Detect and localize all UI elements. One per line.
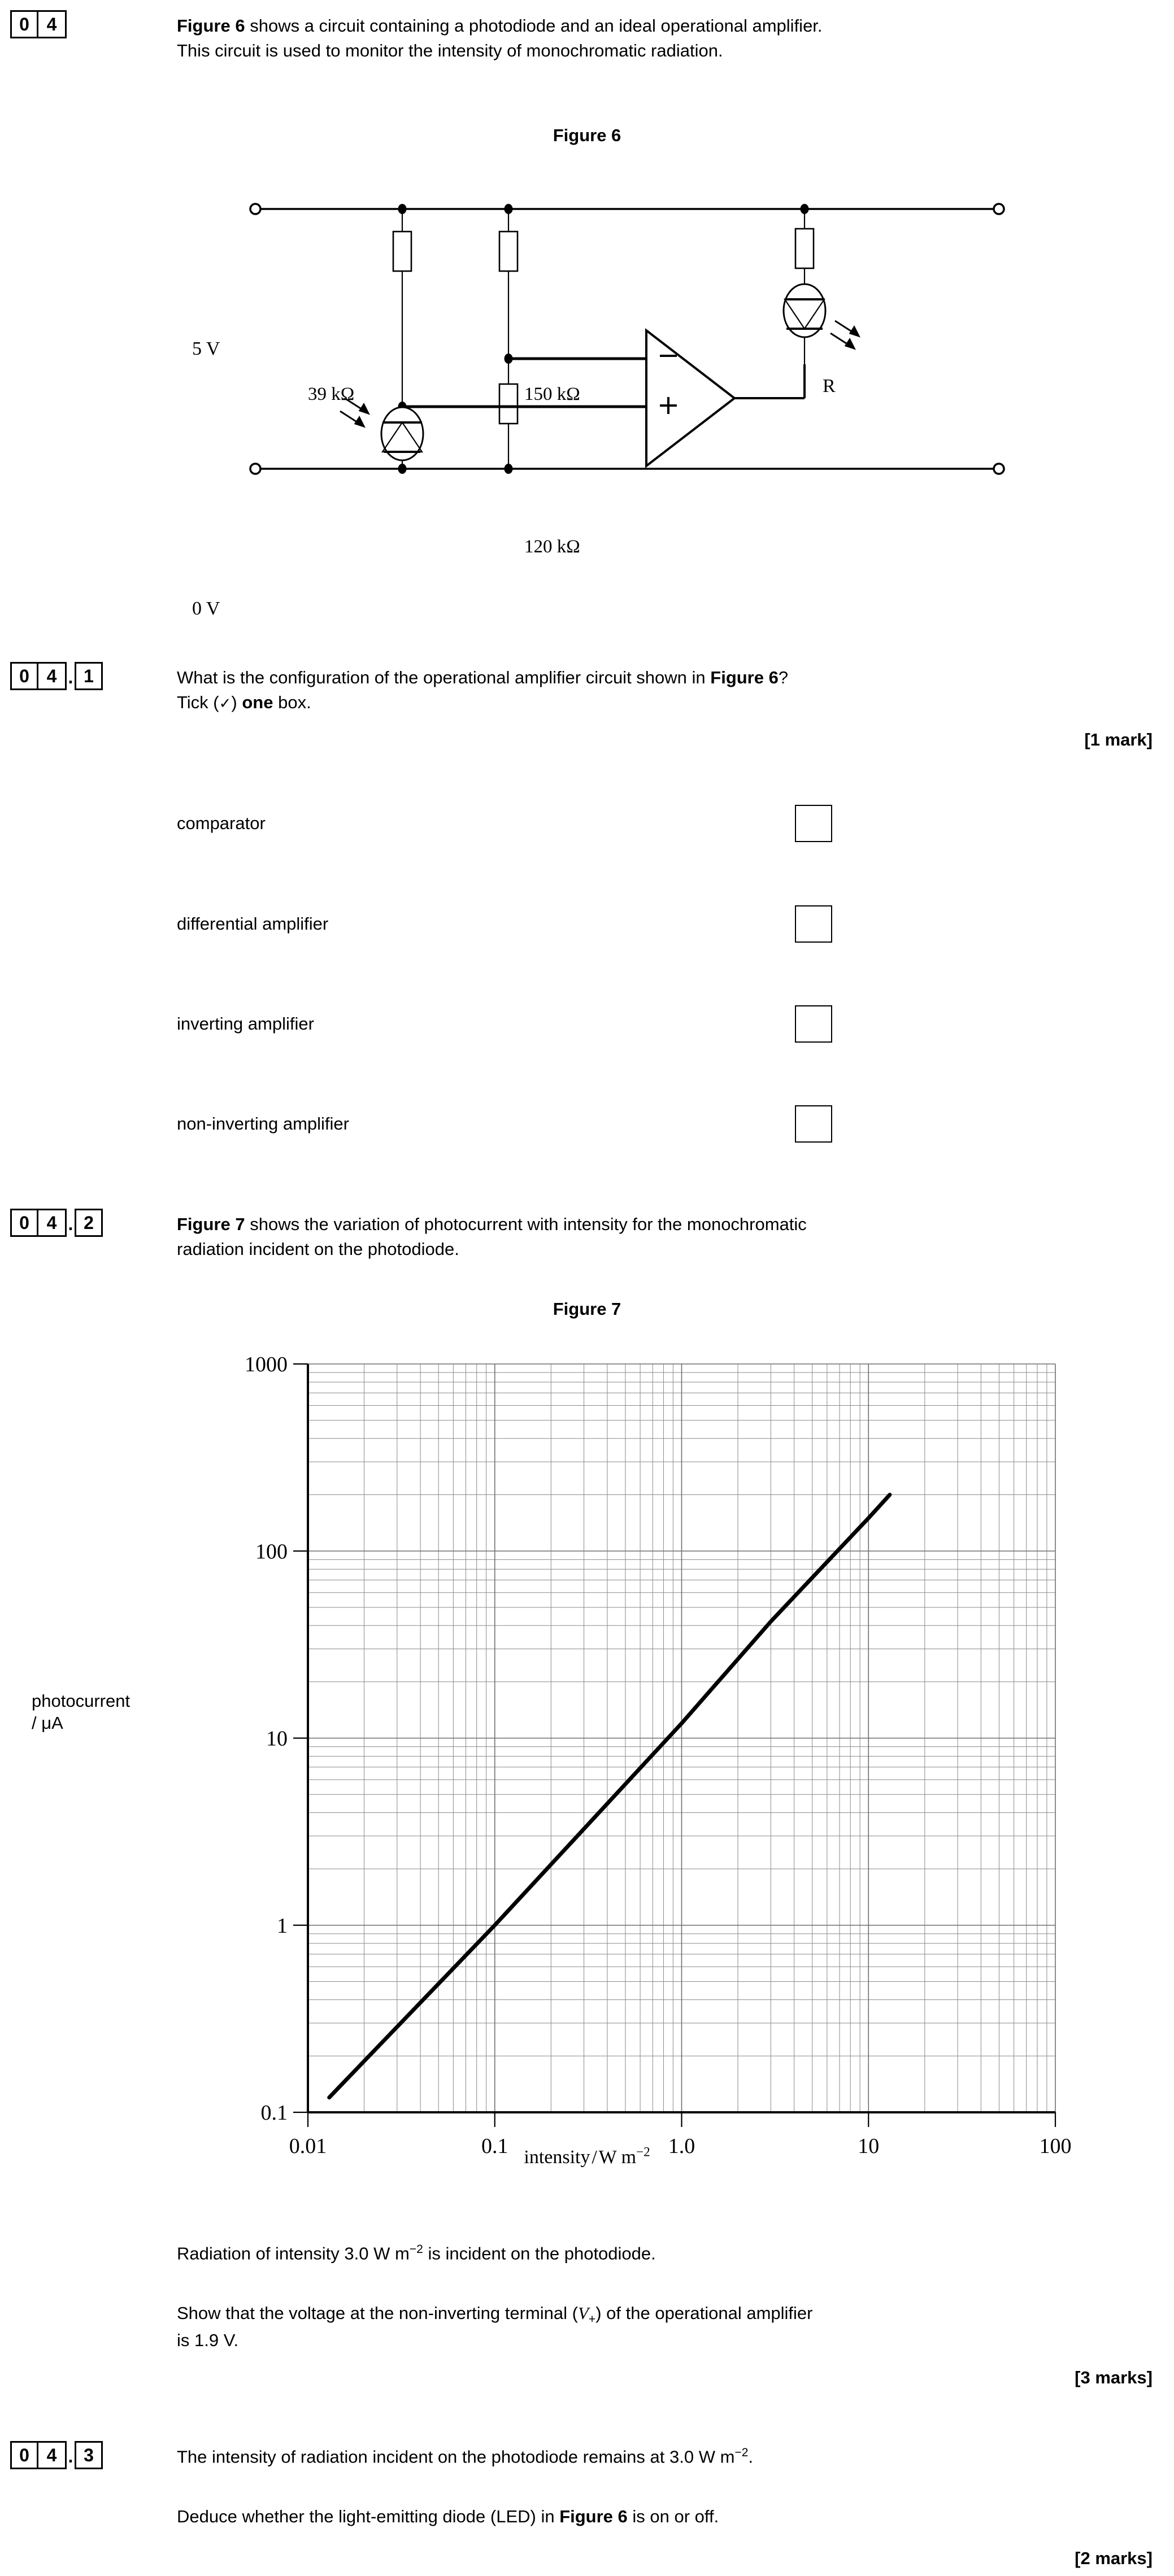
part1-prompt xyxy=(177,665,1149,715)
terminal-0v-right xyxy=(994,464,1004,474)
resistor-39k-label: 39 kΩ xyxy=(308,384,355,404)
q043-subdigit: 3 xyxy=(75,2441,103,2469)
x-tick-label: 0.1 xyxy=(481,2134,508,2158)
y-axis-title xyxy=(32,1690,167,1734)
resistor-39k-body xyxy=(393,232,411,271)
part1-prompt-bold: Figure 6 xyxy=(710,668,779,687)
x-tick-label: 1.0 xyxy=(668,2134,695,2158)
option-label-inverting-amplifier: inverting amplifier xyxy=(177,1014,314,1034)
chart-svg xyxy=(0,1350,1174,2203)
part2-statement2-line2: is 1.9 V. xyxy=(177,2330,239,2351)
part2-prompt xyxy=(177,1212,1149,1262)
figure6-circuit xyxy=(0,141,1174,619)
terminal-5v-left xyxy=(250,204,260,214)
q043-dot: . xyxy=(68,2446,73,2466)
part1-tick-mid: ) xyxy=(231,692,242,713)
rail-label-0v: 0 V xyxy=(192,598,220,619)
figure6-caption: Figure 6 xyxy=(553,125,621,145)
q043-digit-4: 4 xyxy=(38,2441,67,2469)
part3-line1-sup: −2 xyxy=(734,2446,749,2459)
resistor-120k-label: 120 kΩ xyxy=(524,537,580,557)
option-row-non-inverting-amplifier xyxy=(177,1105,832,1143)
q042-subdigit: 2 xyxy=(75,1209,103,1237)
part3-line1-pre: The intensity of radiation incident on the photodiode remains at 3.0 W m xyxy=(177,2447,735,2467)
part2-statement1 xyxy=(177,2241,1149,2266)
part2-statement1-pre: Radiation of intensity 3.0 W m xyxy=(177,2243,410,2264)
option-row-inverting-amplifier xyxy=(177,1005,832,1043)
part1-tick-bold-one: one xyxy=(242,692,273,713)
part3-line2-post: is on or off. xyxy=(627,2507,719,2526)
intro-line2: This circuit is used to monitor the intensity of monochromatic radiation. xyxy=(177,41,723,61)
intro-bold-figure6: Figure 6 xyxy=(177,16,245,36)
part3-line2-bold: Figure 6 xyxy=(559,2507,628,2526)
part3-line1-post: . xyxy=(748,2447,754,2467)
rail-label-5v: 5 V xyxy=(192,338,220,359)
option-row-comparator xyxy=(177,805,832,842)
part2-prompt-line1: shows the variation of photocurrent with intensity for the monochromatic xyxy=(245,1214,807,1234)
part2-prompt-line2: radiation incident on the photodiode. xyxy=(177,1239,459,1259)
part2-marks: [3 marks] xyxy=(1075,2368,1153,2387)
part2-statement2-varsub: + xyxy=(588,2313,596,2326)
y-tick-label: 10 xyxy=(266,1727,288,1751)
tickbox-differential-amplifier[interactable] xyxy=(795,905,832,943)
resistor-150k-label: 150 kΩ xyxy=(524,384,580,404)
data-series-line xyxy=(329,1495,890,2098)
tick-icon: ✓ xyxy=(219,695,232,712)
y-tick-label: 100 xyxy=(255,1540,288,1564)
question-digit-0: 0 xyxy=(10,10,38,38)
y-axis-title-text: photocurrent xyxy=(32,1691,131,1711)
resistor-120k-body xyxy=(499,384,518,424)
question-number-04 xyxy=(10,10,67,38)
led-symbol xyxy=(784,284,859,348)
q041-dot: . xyxy=(68,667,73,687)
x-tick-label: 100 xyxy=(1039,2134,1072,2158)
question-intro xyxy=(177,14,1149,63)
q041-subdigit: 1 xyxy=(75,662,103,690)
resistor-R-body xyxy=(795,229,814,268)
part2-statement1-sup: −2 xyxy=(409,2243,423,2256)
part1-tick-end: box. xyxy=(273,692,311,713)
y-axis-title-units: / μA xyxy=(32,1712,63,1733)
x-axis-title-text: intensity / W $m^{-2}$ xyxy=(524,2145,650,2168)
part2-statement2-pre: Show that the voltage at the non-inverting terminal ( xyxy=(177,2303,578,2323)
terminal-0v-left xyxy=(250,464,260,474)
series-photocurrent-vs-intensity xyxy=(329,1495,890,2098)
part3-line2 xyxy=(177,2504,1149,2529)
q041-digit-4: 4 xyxy=(38,662,67,690)
intro-line1-rest: shows a circuit containing a photodiode and an ideal operational amplifier. xyxy=(245,16,823,36)
q043-digit-0: 0 xyxy=(10,2441,38,2469)
circuit-svg xyxy=(0,141,1174,593)
option-label-comparator: comparator xyxy=(177,813,266,833)
part3-line1 xyxy=(177,2444,1149,2469)
figure7-caption: Figure 7 xyxy=(553,1299,621,1319)
q041-digit-0: 0 xyxy=(10,662,38,690)
part1-prompt-qmark: ? xyxy=(778,668,789,687)
part1-prompt-line1: What is the configuration of the operational amplifier circuit shown in xyxy=(177,668,711,687)
tickbox-non-inverting-amplifier[interactable] xyxy=(795,1105,832,1143)
question-number-04-3 xyxy=(10,2441,103,2469)
question-digit-4: 4 xyxy=(38,10,67,38)
part2-prompt-bold: Figure 7 xyxy=(177,1214,245,1234)
part2-statement2-post: ) of the operational amplifier xyxy=(595,2303,813,2323)
question-number-04-2 xyxy=(10,1209,103,1237)
part1-tick-pre: Tick ( xyxy=(177,692,219,713)
resistor-150k-body xyxy=(499,232,518,271)
q042-digit-4: 4 xyxy=(38,1209,67,1237)
q042-dot: . xyxy=(68,1214,73,1234)
question-number-04-1 xyxy=(10,662,103,690)
part3-line2-pre: Deduce whether the light-emitting diode (LED) in xyxy=(177,2507,560,2526)
y-tick-label: 1000 xyxy=(245,1353,288,1376)
tickbox-inverting-amplifier[interactable] xyxy=(795,1005,832,1043)
axis-ticks xyxy=(293,1364,1055,2127)
part2-statement2 xyxy=(177,2301,1149,2353)
grid-major xyxy=(308,1364,1055,2112)
part3-marks: [2 marks] xyxy=(1075,2548,1153,2568)
part2-statement1-post: is incident on the photodiode. xyxy=(423,2243,656,2264)
x-tick-label: 10 xyxy=(858,2134,880,2158)
y-tick-label: 0.1 xyxy=(260,2101,288,2125)
part2-statement2-var: V xyxy=(577,2303,589,2323)
x-axis-title xyxy=(0,2145,1174,2168)
opamp-symbol xyxy=(402,330,805,466)
opamp-input-junctions xyxy=(398,354,513,412)
resistor-R-label: R xyxy=(823,376,836,396)
option-label-differential-amplifier: differential amplifier xyxy=(177,914,329,934)
tickbox-comparator[interactable] xyxy=(795,805,832,842)
option-row-differential-amplifier xyxy=(177,905,832,943)
figure7-chart xyxy=(0,1350,1174,2203)
terminal-5v-right xyxy=(994,204,1004,214)
x-tick-label: 0.01 xyxy=(289,2134,327,2158)
part1-marks: [1 mark] xyxy=(1084,730,1153,749)
q042-digit-0: 0 xyxy=(10,1209,38,1237)
y-tick-label: 1 xyxy=(277,1914,288,1938)
axis-tick-labels xyxy=(245,1353,1072,2158)
option-label-non-inverting-amplifier: non-inverting amplifier xyxy=(177,1114,349,1134)
